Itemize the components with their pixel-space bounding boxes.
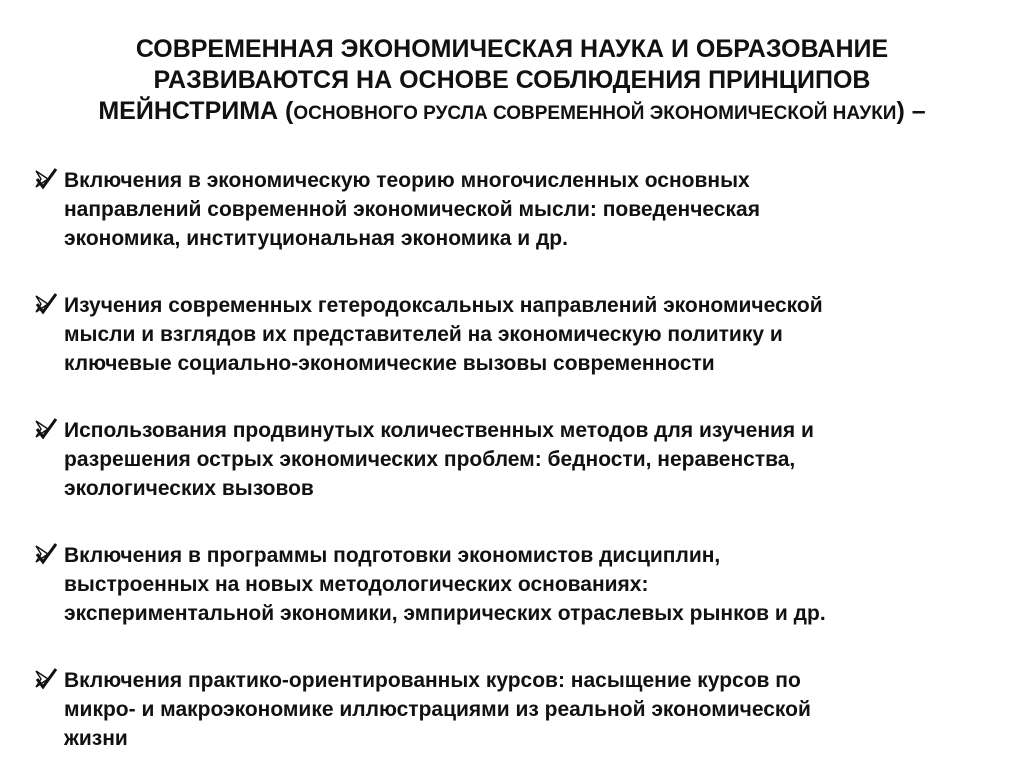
bullet-line: мысли и взглядов их представителей на экономическую политику и	[64, 323, 783, 346]
bullet-line: Включения в экономическую теорию многочисленных основных	[64, 169, 750, 192]
bullet-line: экономика, институциональная экономика и др.	[64, 227, 568, 250]
bullet-line: Использования продвинутых количественных методов для изучения и	[64, 419, 814, 442]
title-line-1: СОВРЕМЕННАЯ ЭКОНОМИЧЕСКАЯ НАУКА И ОБРАЗОВАНИЕ	[135, 35, 889, 63]
bullet-line: экологических вызовов	[64, 477, 314, 500]
bullet-line: микро- и макроэкономике иллюстрациями из реальной экономической	[64, 698, 811, 721]
bullet-list	[28, 166, 1008, 753]
bullet-line: ключевые социально-экономические вызовы современности	[64, 352, 715, 375]
checkmark-arrow-icon	[34, 542, 58, 566]
bullet-item	[28, 291, 1008, 378]
title-line-3-small: ОСНОВНОГО РУСЛА СОВРЕМЕННОЙ ЭКОНОМИЧЕСКОЙ НАУКИ	[293, 103, 897, 124]
bullet-line: Включения практико-ориентированных курсов: насыщение курсов по	[64, 669, 801, 692]
bullet-line: Изучения современных гетеродоксальных направлений экономической	[64, 294, 823, 317]
bullet-line: экспериментальной экономики, эмпирических отраслевых рынков и др.	[64, 602, 826, 625]
title-line-3-main: МЕЙНСТРИМА (	[98, 97, 294, 125]
slide-title	[30, 34, 994, 129]
bullet-line: разрешения острых экономических проблем: бедности, неравенства,	[64, 448, 796, 471]
checkmark-arrow-icon	[34, 292, 58, 316]
title-line-3-end: ) –	[896, 97, 926, 125]
bullet-line: направлений современной экономической мысли: поведенческая	[64, 198, 760, 221]
bullet-item	[28, 666, 1008, 753]
bullet-item	[28, 166, 1008, 253]
checkmark-arrow-icon	[34, 417, 58, 441]
bullet-item	[28, 416, 1008, 503]
bullet-item	[28, 541, 1008, 628]
bullet-line: выстроенных на новых методологических основаниях:	[64, 573, 649, 596]
checkmark-arrow-icon	[34, 667, 58, 691]
title-line-2: РАЗВИВАЮТСЯ НА ОСНОВЕ СОБЛЮДЕНИЯ ПРИНЦИПОВ	[153, 66, 871, 94]
bullet-line: Включения в программы подготовки экономистов дисциплин,	[64, 544, 721, 567]
bullet-line: жизни	[64, 727, 128, 750]
checkmark-arrow-icon	[34, 167, 58, 191]
